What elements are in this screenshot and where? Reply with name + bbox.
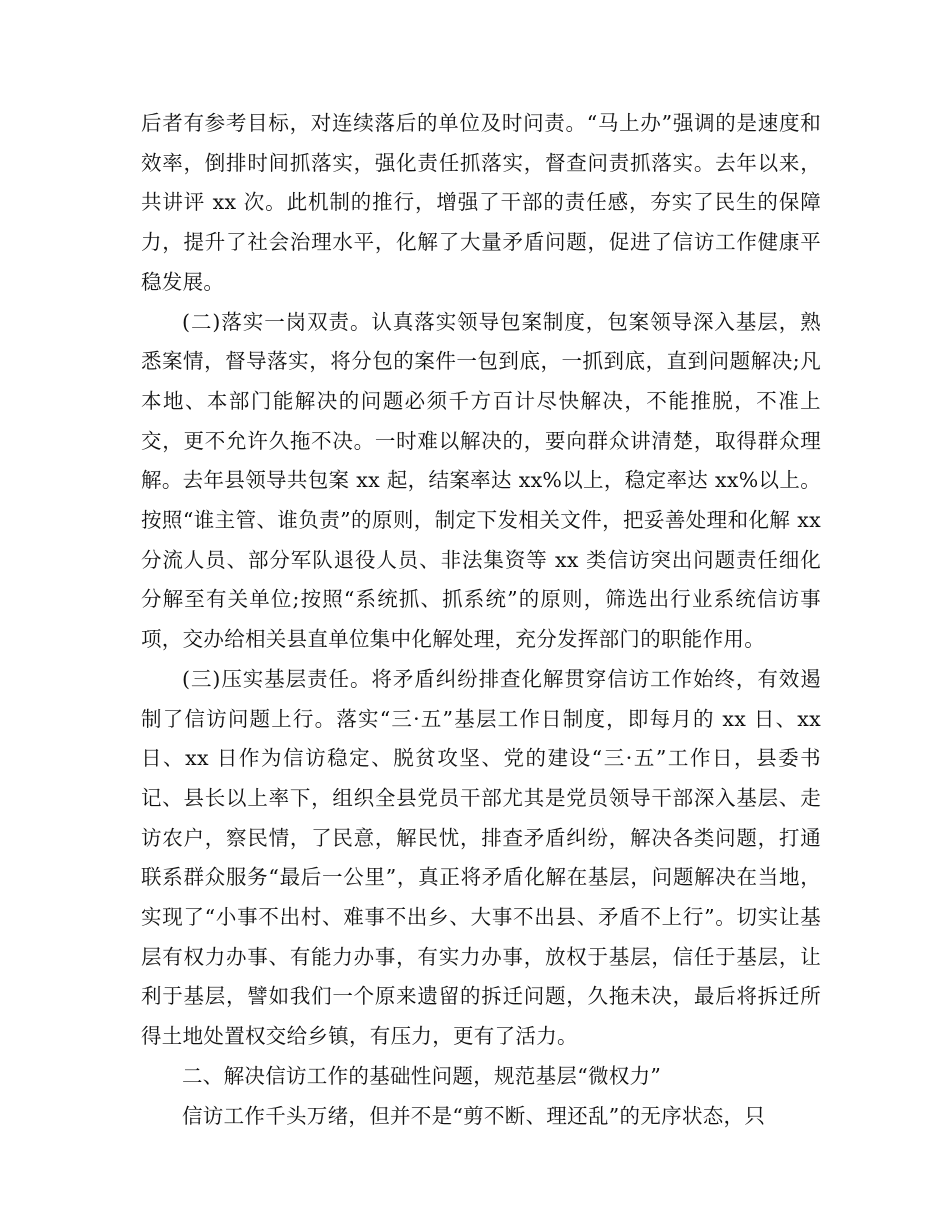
document-body [141,104,821,1136]
section-heading-2: 二、解决信访工作的基础性问题，规范基层“微权力” [182,1063,662,1088]
paragraph-section-heading-2-body: 信访工作千头万绪，但并不是“剪不断、理还乱”的无序状态，只 [182,1103,766,1128]
paragraph-intro-continuation: 后者有参考目标，对连续落后的单位及时问责。“马上办”强调的是速度和效率，倒排时间抓落实，强化责任抓落实，督查问责抓落实。去年以来，共讲评 xx 次。此机制的推行，增强了干部的责任感，夯实了民生的保障力，提升了社会治理水平，化解了大量矛盾问题，促进了信访工作健康平稳发展。 [141,111,821,294]
paragraph-section-3: (三)压实基层责任。将矛盾纠纷排查化解贯穿信访工作始终，有效遏制了信访问题上行。落实“三·五”基层工作日制度，即每月的 xx 日、xx 日、xx 日作为信访稳定、脱贫攻坚、党的建设“三·五”工作日，县委书记、县长以上率下，组织全县党员干部尤其是党员领导干部深入基层、走访农户，察民情，了民意，解民忧，排查矛盾纠纷，解决各类问题，打通联系群众服务“最后一公里”，真正将矛盾化解在基层，问题解决在当地，实现了“小事不出村、难事不出乡、大事不出县、矛盾不上行”。切实让基层有权力办事、有能力办事，有实力办事，放权于基层，信任于基层，让利于基层，譬如我们一个原来遗留的拆迁问题，久拖未决，最后将拆迁所得土地处置权交给乡镇，有压力，更有了活力。 [141,666,821,1049]
paragraph-section-2: (二)落实一岗双责。认真落实领导包案制度，包案领导深入基层，熟悉案情，督导落实，将分包的案件一包到底，一抓到底，直到问题解决;凡本地、本部门能解决的问题必须千方百计尽快解决，不能推脱，不准上交，更不允许久拖不决。一时难以解决的，要向群众讲清楚，取得群众理解。去年县领导共包案 xx 起，结案率达 xx%以上，稳定率达 xx%以上。按照“谁主管、谁负责”的原则，制定下发相关文件，把妥善处理和化解 xx 分流人员、部分军队退役人员、非法集资等 xx 类信访突出问题责任细化分解至有关单位;按照“系统抓、抓系统”的原则，筛选出行业系统信访事项，交办给相关县直单位集中化解处理，充分发挥部门的职能作用。 [141,309,821,652]
